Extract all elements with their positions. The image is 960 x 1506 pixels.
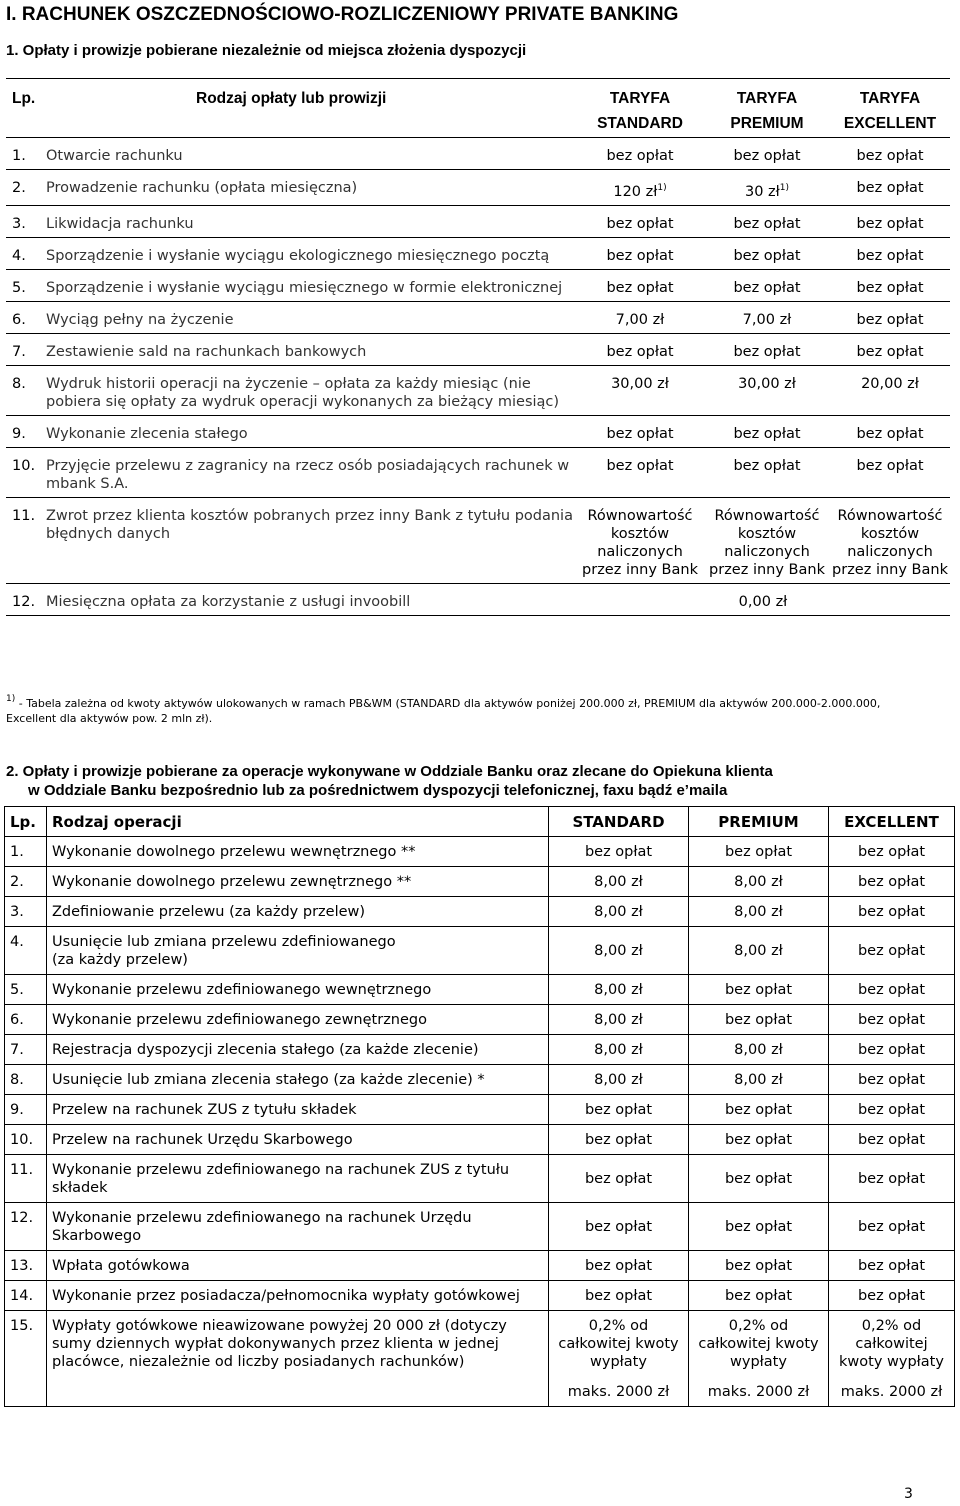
row-excellent: bez opłat [829,1155,955,1203]
fees-table-2 [4,806,955,1407]
table-row [6,416,950,448]
row-excellent: bez opłat [829,927,955,975]
table-row [5,1005,955,1035]
row-standard: bez opłat [549,1281,689,1311]
row-excellent: bez opłat [829,897,955,927]
row-lp: 7. [5,1035,47,1065]
row-name: Zestawienie sald na rachunkach bankowych [46,344,367,360]
row-name: Przelew na rachunek ZUS z tytułu składek [47,1095,549,1125]
row-premium: 8,00 zł [689,867,829,897]
row-lp: 8. [12,376,26,392]
row-name: Wykonanie dowolnego przelewu wewnętrznego ** [47,837,549,867]
row-name: Przelew na rachunek Urzędu Skarbowego [47,1125,549,1155]
row-name: Wykonanie przelewu zdefiniowanego na rachunek ZUS z tytułu składek [47,1155,549,1203]
table-row [5,1281,955,1311]
row-standard: 7,00 zł [615,312,665,328]
table-row [5,1155,955,1203]
value: 0,2% od całkowitej kwoty wypłaty [839,1318,944,1370]
row-name: Rejestracja dyspozycji zlecenia stałego (za każde zlecenie) [47,1035,549,1065]
row-standard: 8,00 zł [549,975,689,1005]
row-standard: bez opłat [606,280,674,296]
row-standard: 8,00 zł [549,867,689,897]
row-premium: 8,00 zł [689,927,829,975]
row-excellent: bez opłat [829,837,955,867]
row-lp: 11. [12,508,36,524]
row-lp: 9. [5,1095,47,1125]
row-standard: bez opłat [549,1125,689,1155]
table-row [6,448,950,498]
col-excellent: EXCELLENT [829,807,955,837]
value-max: maks. 2000 zł [840,1384,943,1400]
col-excellent-sub: EXCELLENT [843,115,937,132]
value: 120 zł [613,184,658,200]
table-row [5,1035,955,1065]
row-name: Wypłaty gotówkowe nieawizowane powyżej 20 000 zł (dotyczy sumy dziennych wypłat dokonywanych przez klienta w jednej placówce, niezależnie od liczby posiadanych rachunków) [47,1311,549,1407]
table-row [6,334,950,366]
row-standard: Równowartość kosztów naliczonych przez inny Bank [582,508,698,578]
row-standard: 30,00 zł [611,376,669,392]
row-lp: 4. [12,248,26,264]
table-row [5,837,955,867]
row-premium: bez opłat [733,344,801,360]
row-excellent: bez opłat [829,1125,955,1155]
row-premium: 30,00 zł [738,376,796,392]
col-standard: TARYFA [609,90,671,107]
row-lp: 10. [5,1125,47,1155]
col-lp: Lp. [5,807,47,837]
table-row [5,975,955,1005]
row-name: Usunięcie lub zmiana przelewu zdefiniowanego (za każdy przelew) [47,927,549,975]
row-standard: bez opłat [606,148,674,164]
row-excellent: bez opłat [856,280,924,296]
row-standard [549,1311,689,1407]
fees-table-1 [6,78,950,616]
row-lp: 7. [12,344,26,360]
row-standard: 8,00 zł [549,897,689,927]
row-premium: bez opłat [733,248,801,264]
table-row [6,138,950,170]
row-name: Sporządzenie i wysłanie wyciągu ekologicznego miesięcznego pocztą [46,248,550,264]
row-lp: 2. [12,180,26,196]
section2-heading-line1: 2. Opłaty i prowizje pobierane za operacje wykonywane w Oddziale Banku oraz zlecane do Opiekuna klienta [6,763,773,780]
row-standard: bez opłat [549,1155,689,1203]
row-name: Przyjęcie przelewu z zagranicy na rzecz osób posiadających rachunek w mbank S.A. [46,458,570,492]
row-standard: bez opłat [606,216,674,232]
col-premium: TARYFA [736,90,798,107]
row-standard: 8,00 zł [549,1005,689,1035]
table-header-row-2 [6,109,950,138]
row-lp: 6. [12,312,26,328]
row-premium [689,1311,829,1407]
row-standard: bez opłat [549,1095,689,1125]
row-premium: bez opłat [689,1155,829,1203]
row-lp: 1. [5,837,47,867]
row-premium: bez opłat [733,426,801,442]
row-lp: 3. [12,216,26,232]
row-premium: 8,00 zł [689,1065,829,1095]
row-excellent: bez opłat [856,344,924,360]
row-name: Wykonanie przez posiadacza/pełnomocnika wypłaty gotówkowej [47,1281,549,1311]
row-premium: bez opłat [689,1125,829,1155]
row-premium: 8,00 zł [689,1035,829,1065]
row-excellent: bez opłat [856,426,924,442]
row-excellent: bez opłat [829,867,955,897]
section1-heading: 1. Opłaty i prowizje pobierane niezależnie od miejsca złożenia dyspozycji [6,42,527,59]
table-row [5,927,955,975]
row-name: Wykonanie dowolnego przelewu zewnętrznego ** [47,867,549,897]
footnote-ref: 1) [779,183,790,193]
footnote-text: - Tabela zależna od kwoty aktywów ulokowanych w ramach PB&WM (STANDARD dla aktywów poniżej 200.000 zł, PREMIUM dla aktywów 200.000-2.000.000, Excellent dla aktywów pow. 2 mln zł). [6,697,881,725]
row-excellent: bez opłat [829,1035,955,1065]
row-excellent: bez opłat [856,458,924,474]
table-row [5,1203,955,1251]
row-premium: 7,00 zł [742,312,792,328]
row-name: Prowadzenie rachunku (opłata miesięczna) [46,180,358,196]
row-name: Usunięcie lub zmiana zlecenia stałego (za każde zlecenie) * [47,1065,549,1095]
row-name: Wykonanie przelewu zdefiniowanego na rachunek Urzędu Skarbowego [47,1203,549,1251]
row-lp: 14. [5,1281,47,1311]
row-lp: 12. [5,1203,47,1251]
row-name: Zwrot przez klienta kosztów pobranych przez inny Bank z tytułu podania błędnych danych [46,508,573,542]
row-standard: 8,00 zł [549,927,689,975]
row-lp: 6. [5,1005,47,1035]
row-lp: 9. [12,426,26,442]
row-premium: bez opłat [689,837,829,867]
row-premium: Równowartość kosztów naliczonych przez inny Bank [709,508,825,578]
value-max: maks. 2000 zł [707,1384,810,1400]
row-name: Sporządzenie i wysłanie wyciągu miesięcznego w formie elektronicznej [46,280,563,296]
col-excellent: TARYFA [859,90,921,107]
row-excellent: bez opłat [829,975,955,1005]
row-lp: 1. [12,148,26,164]
col-premium: PREMIUM [689,807,829,837]
row-name: Wpłata gotówkowa [47,1251,549,1281]
row-premium: bez opłat [689,1281,829,1311]
row-premium: bez opłat [689,1251,829,1281]
row-standard: bez opłat [549,837,689,867]
row-excellent: Równowartość kosztów naliczonych przez inny Bank [832,508,948,578]
value-max: maks. 2000 zł [567,1384,670,1400]
row-premium: bez opłat [733,458,801,474]
col-lp: Lp. [12,90,36,107]
row-excellent: bez opłat [856,180,924,196]
table-row [5,1095,955,1125]
row-all-tariffs: 0,00 zł [738,594,788,610]
section2-heading [6,762,946,800]
col-standard-sub: STANDARD [597,115,683,132]
row-standard: bez opłat [549,1203,689,1251]
row-lp: 10. [12,458,36,474]
row-standard: bez opłat [606,248,674,264]
row-excellent: bez opłat [829,1095,955,1125]
table-row [6,584,950,616]
table-row [6,302,950,334]
row-standard: 8,00 zł [549,1065,689,1095]
row-excellent: bez opłat [829,1203,955,1251]
row-excellent: bez opłat [829,1065,955,1095]
row-name: Wykonanie zlecenia stałego [46,426,248,442]
value: 30 zł [744,184,780,200]
table-row [6,366,950,416]
value: 0,2% od całkowitej kwoty wypłaty [698,1318,819,1370]
row-standard: bez opłat [549,1251,689,1281]
row-name: Zdefiniowanie przelewu (za każdy przelew) [47,897,549,927]
table-row [5,897,955,927]
table-row [6,238,950,270]
table-header-row [6,79,950,110]
table-row [5,867,955,897]
row-name: Wydruk historii operacji na życzenie – opłata za każdy miesiąc (nie pobiera się opłaty za wydruk operacji wykonanych za bieżący miesiąc) [46,376,560,410]
row-name: Otwarcie rachunku [46,148,183,164]
row-excellent: bez opłat [829,1251,955,1281]
row-name: Likwidacja rachunku [46,216,194,232]
row-premium [704,170,830,206]
row-excellent: 20,00 zł [861,376,919,392]
table-row [5,1311,955,1407]
row-standard: 8,00 zł [549,1035,689,1065]
row-name: Wykonanie przelewu zdefiniowanego wewnętrznego [47,975,549,1005]
row-excellent [829,1311,955,1407]
row-excellent: bez opłat [829,1005,955,1035]
row-excellent: bez opłat [856,216,924,232]
row-lp: 11. [5,1155,47,1203]
row-lp: 13. [5,1251,47,1281]
table-row [6,206,950,238]
row-standard: bez opłat [606,458,674,474]
row-excellent: bez opłat [856,248,924,264]
row-lp: 4. [5,927,47,975]
table-header-row [5,807,955,837]
row-name: Miesięczna opłata za korzystanie z usługi invoobill [46,594,411,610]
row-premium: bez opłat [689,1095,829,1125]
row-premium: 8,00 zł [689,897,829,927]
row-premium: bez opłat [733,216,801,232]
col-standard: STANDARD [549,807,689,837]
table-row [5,1125,955,1155]
value: 0,2% od całkowitej kwoty wypłaty [558,1318,679,1370]
row-lp: 3. [5,897,47,927]
footnote [6,692,906,726]
row-lp: 12. [12,594,36,610]
row-premium: bez opłat [733,280,801,296]
row-standard [576,170,704,206]
row-lp: 2. [5,867,47,897]
footnote-mark: 1) [6,694,16,704]
row-lp: 8. [5,1065,47,1095]
row-name: Wyciąg pełny na życzenie [46,312,234,328]
row-standard: bez opłat [606,344,674,360]
row-lp: 15. [5,1311,47,1407]
row-lp: 5. [5,975,47,1005]
row-excellent: bez opłat [856,312,924,328]
section2-heading-line2: w Oddziale Banku bezpośrednio lub za pośrednictwem dyspozycji telefonicznej, faxu bądź e’maila [28,782,728,799]
table-row [6,170,950,206]
row-standard: bez opłat [606,426,674,442]
row-premium: bez opłat [689,1203,829,1251]
row-premium: bez opłat [689,975,829,1005]
col-name: Rodzaj opłaty lub prowizji [196,90,387,107]
table-row [5,1251,955,1281]
row-premium: bez opłat [733,148,801,164]
row-lp: 5. [12,280,26,296]
document-title: I. RACHUNEK OSZCZEDNOŚCIOWO-ROZLICZENIOWY PRIVATE BANKING [6,4,679,25]
footnote-ref: 1) [657,183,667,193]
row-name: Wykonanie przelewu zdefiniowanego zewnętrznego [47,1005,549,1035]
table-row [6,498,950,584]
table-row [5,1065,955,1095]
row-excellent: bez opłat [856,148,924,164]
row-premium: bez opłat [689,1005,829,1035]
col-name: Rodzaj operacji [47,807,549,837]
table-row [6,270,950,302]
page-number: 3 [904,1486,913,1502]
col-premium-sub: PREMIUM [730,115,804,132]
row-excellent: bez opłat [829,1281,955,1311]
